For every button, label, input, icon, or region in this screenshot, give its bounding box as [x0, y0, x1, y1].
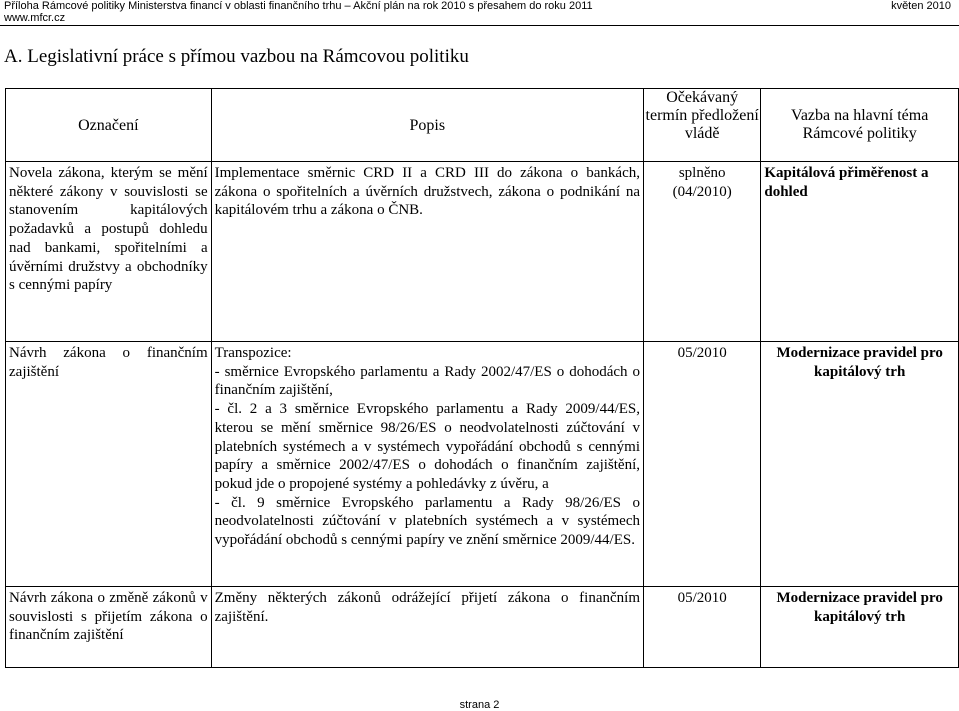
row-description: Implementace směrnic CRD II a CRD III do zákona o bankách, zákona o spořitelních a úvěrních družstvech, zákona o podnikání na kapitálovém trhu a zákona o ČNB.: [211, 162, 643, 342]
row-topic: Modernizace pravidel pro kapitálový trh: [761, 587, 959, 668]
row-topic: Kapitálová přiměřenost a dohled: [761, 162, 959, 342]
section-title: A. Legislativní práce s přímou vazbou na Rámcovou politiku: [4, 46, 469, 67]
row-description: Změny některých zákonů odrážející přijetí zákona o finančním zajištění.: [211, 587, 643, 668]
description-item: - čl. 2 a 3 směrnice Evropského parlamentu a Rady 2009/44/ES, kterou se mění směrnice 98/26/ES o neodvolatelnosti zúčtování v platebních systémech a v systémech vypořádání obchodů s cennými papíry a směrnice 2002/47/ES o dohodách o finančním zajištění, pokud jde o propojené systémy a pohledávky z úvěru, a: [214, 401, 640, 492]
table-row: [6, 342, 959, 587]
column-header-topic: Vazba na hlavní téma Rámcové politiky: [761, 89, 959, 162]
legislation-table: [5, 88, 959, 668]
table-header-row: [6, 89, 959, 162]
row-deadline: [644, 162, 761, 342]
column-header-label: Označení: [6, 89, 212, 162]
table-row: [6, 162, 959, 342]
document-title: Příloha Rámcové politiky Ministerstva financí v oblasti finančního trhu – Akční plán na rok 2010 s přesahem do roku 2011: [4, 0, 593, 12]
row-label: Návrh zákona o finančním zajištění: [6, 342, 212, 587]
row-deadline: 05/2010: [644, 587, 761, 668]
page-number: strana 2: [459, 699, 500, 711]
row-deadline: 05/2010: [644, 342, 761, 587]
column-header-description: Popis: [211, 89, 643, 162]
page-header: [4, 0, 955, 12]
document-date: květen 2010: [891, 0, 951, 12]
deadline-date: (04/2010): [672, 183, 732, 200]
header-divider: [0, 25, 959, 26]
row-description: [211, 342, 643, 587]
description-item: - čl. 9 směrnice Evropského parlamentu a Rady 98/26/ES o neodvolatelnosti zúčtování v platebních systémech a v systémech vypořádání obchodů s cennými papíry ve znění směrnice 2009/44/ES.: [214, 494, 640, 549]
description-intro: Transpozice:: [214, 345, 292, 361]
row-topic: Modernizace pravidel pro kapitálový trh: [761, 342, 959, 587]
deadline-status: splněno: [678, 165, 726, 181]
column-header-deadline: Očekávaný termín předložení vládě: [644, 89, 761, 162]
row-label: Novela zákona, kterým se mění některé zákony v souvislosti se stanovením kapitálových požadavků a postupů dohledu nad bankami, spořitelními a úvěrními družstvy a obchodníky s cennými papíry: [6, 162, 212, 342]
row-label: Návrh zákona o změně zákonů v souvislosti s přijetím zákona o finančním zajištění: [6, 587, 212, 668]
description-item: - směrnice Evropského parlamentu a Rady 2002/47/ES o dohodách o finančním zajištění,: [214, 363, 640, 399]
table-row: [6, 587, 959, 668]
website-link[interactable]: www.mfcr.cz: [4, 12, 66, 24]
